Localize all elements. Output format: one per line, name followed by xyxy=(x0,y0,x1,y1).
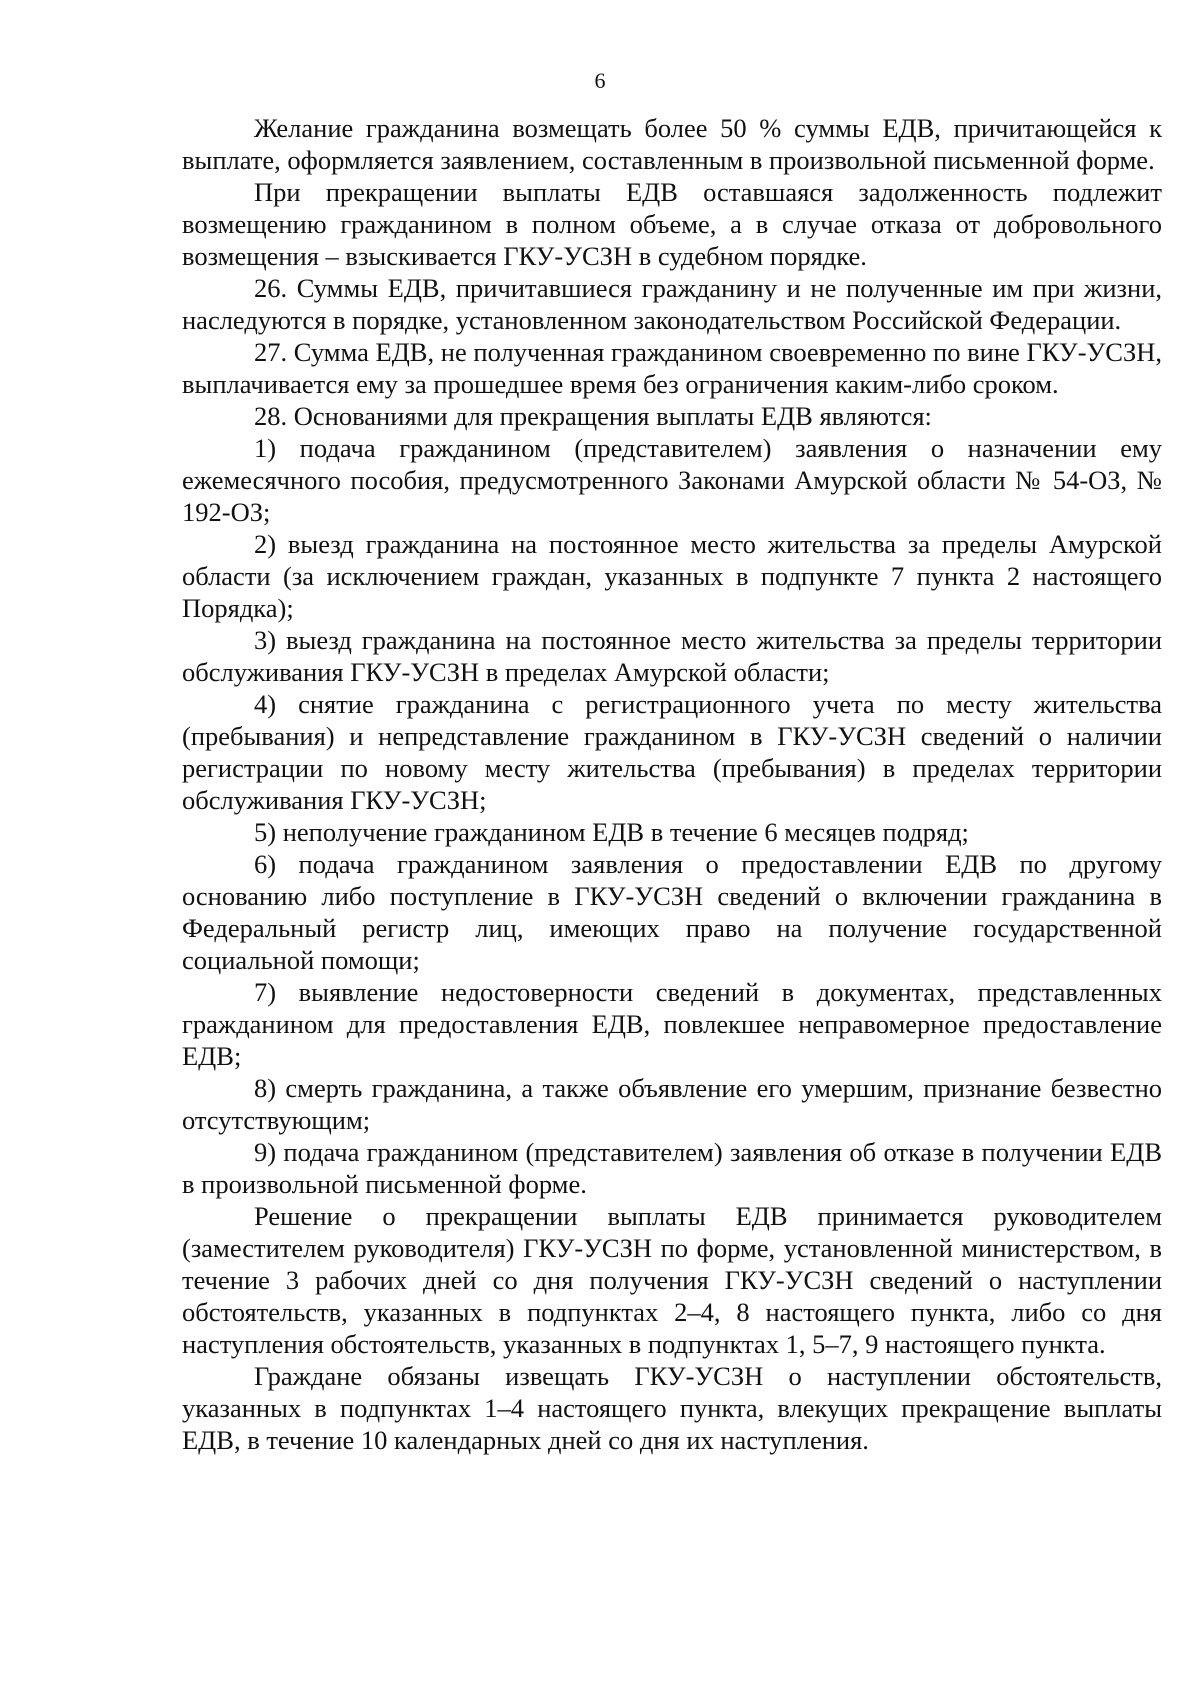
document-body xyxy=(182,112,1162,1456)
paragraph-termination-decision: Решение о прекращении выплаты ЕДВ принимается руководителем (заместителем руководителя) ГКУ-УСЗН по форме, установленной министерством, в течение 3 рабочих дней со дня получения ГКУ-УСЗН сведений о наступлении обстоятельств, указанных в подпунктах 2–4, 8 настоящего пункта, либо со дня наступления обстоятельств, указанных в подпунктах 1, 5–7, 9 настоящего пункта. xyxy=(182,1201,1162,1359)
subitem-6: 6) подача гражданином заявления о предоставлении ЕДВ по другому основанию либо поступление в ГКУ-УСЗН сведений о включении гражданина в Федеральный регистр лиц, имеющих право на получение государственной социальной помощи; xyxy=(182,849,1162,975)
paragraph-item-26: 26. Суммы ЕДВ, причитавшиеся гражданину и не полученные им при жизни, наследуются в порядке, установленном законодательством Российской Федерации. xyxy=(182,273,1162,335)
paragraph-reimbursement-wish: Желание гражданина возмещать более 50 % суммы ЕДВ, причитающейся к выплате, оформляется заявлением, составленным в произвольной письменной форме. xyxy=(182,113,1162,175)
subitem-9: 9) подача гражданином (представителем) заявления об отказе в получении ЕДВ в произвольной письменной форме. xyxy=(182,1137,1162,1199)
subitem-8: 8) смерть гражданина, а также объявление его умершим, признание безвестно отсутствующим; xyxy=(182,1073,1162,1135)
subitem-4: 4) снятие гражданина с регистрационного учета по месту жительства (пребывания) и непредставление гражданином в ГКУ-УСЗН сведений о наличии регистрации по новому месту жительства (пребывания) в пределах территории обслуживания ГКУ-УСЗН; xyxy=(182,689,1162,815)
subitem-5: 5) неполучение гражданином ЕДВ в течение 6 месяцев подряд; xyxy=(254,817,969,847)
paragraph-item-27: 27. Сумма ЕДВ, не полученная гражданином своевременно по вине ГКУ-УСЗН, выплачивается ему за прошедшее время без ограничения каким-либо сроком. xyxy=(182,337,1162,399)
subitem-7: 7) выявление недостоверности сведений в документах, представленных гражданином для предоставления ЕДВ, повлекшее неправомерное предоставление ЕДВ; xyxy=(182,977,1162,1071)
paragraph-citizens-obligation: Граждане обязаны извещать ГКУ-УСЗН о наступлении обстоятельств, указанных в подпунктах 1–4 настоящего пункта, влекущих прекращение выплаты ЕДВ, в течение 10 календарных дней со дня их наступления. xyxy=(182,1361,1162,1455)
subitem-1: 1) подача гражданином (представителем) заявления о назначении ему ежемесячного пособия, предусмотренного Законами Амурской области № 54-ОЗ, № 192-ОЗ; xyxy=(182,433,1162,527)
paragraph-item-28: 28. Основаниями для прекращения выплаты ЕДВ являются: xyxy=(254,401,932,431)
subitem-3: 3) выезд гражданина на постоянное место жительства за пределы территории обслуживания ГКУ-УСЗН в пределах Амурской области; xyxy=(182,625,1162,687)
page-number: 6 xyxy=(594,68,606,93)
paragraph-debt-reimbursement: При прекращении выплаты ЕДВ оставшаяся задолженность подлежит возмещению гражданином в полном объеме, а в случае отказа от добровольного возмещения – взыскивается ГКУ-УСЗН в судебном порядке. xyxy=(182,177,1162,271)
subitem-2: 2) выезд гражданина на постоянное место жительства за пределы Амурской области (за исключением граждан, указанных в подпункте 7 пункта 2 настоящего Порядка); xyxy=(182,529,1162,623)
